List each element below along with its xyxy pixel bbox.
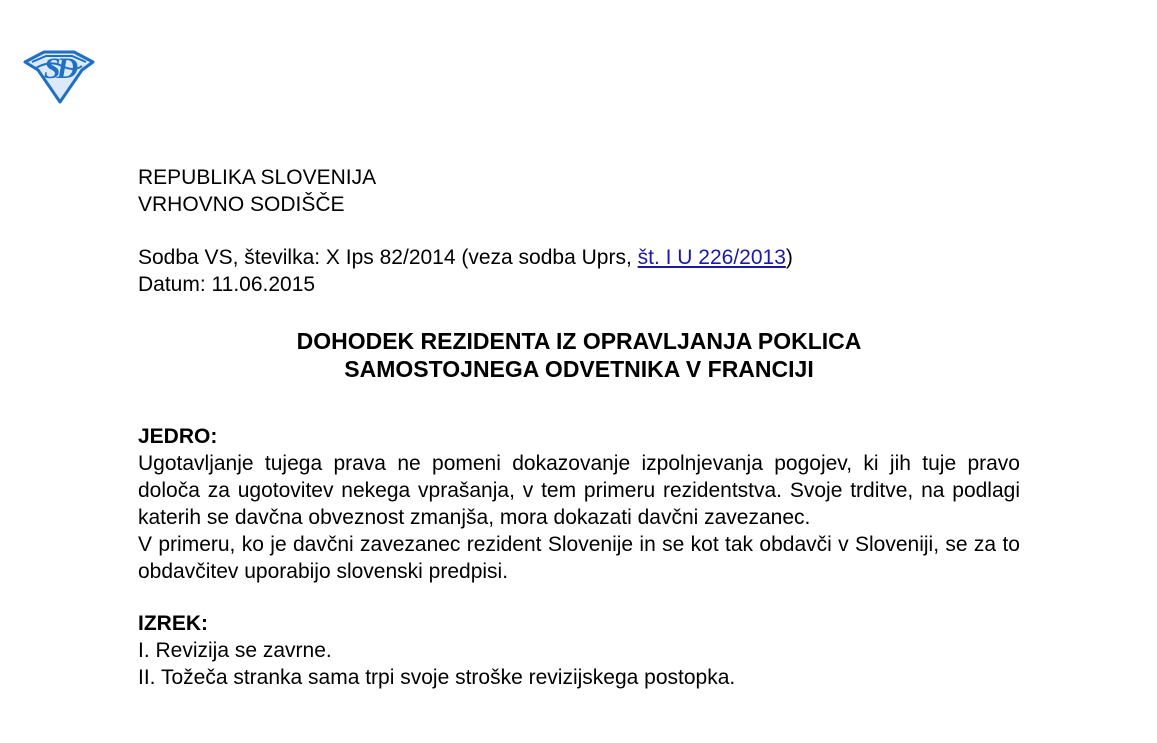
court-logo [22,48,96,104]
jedro-heading: JEDRO: [138,425,218,448]
izrek-item-1: I. Revizija se zavrne. [138,639,332,662]
izrek-heading: IZREK: [138,612,208,635]
case-reference-close: ) [785,246,793,269]
case-number: Sodba VS, številka: X Ips 82/2014 (veza sodba Uprs, [138,246,638,269]
document-page [138,164,1020,691]
case-date: Datum: 11.06.2015 [138,273,316,296]
court-name: VRHOVNO SODIŠČE [138,193,345,216]
jedro-paragraph-2: V primeru, ko je davčni zavezanec rezident Slovenije in se kot tak obdavči v Sloveniji, se za to obdavčitev uporabijo slovenski predpisi. [138,533,1020,583]
title-line-1: DOHODEK REZIDENTA IZ OPRAVLJANJA POKLICA [296,328,862,354]
document-title [138,327,1020,383]
izrek-item-2: II. Tožeča stranka sama trpi svoje stroške revizijskega postopka. [138,666,736,689]
court-shield-icon [22,48,96,104]
title-line-2: SAMOSTOJNEGA ODVETNIKA V FRANCIJI [344,356,814,382]
logo-letters: SD [43,52,75,85]
jedro-paragraph-1: Ugotavljanje tujega prava ne pomeni dokazovanje izpolnjevanja pogojev, ki jih tuje pravo določa za ugotovitev nekega vprašanja, v tem primeru rezidentstva. Svoje trditve, na podlagi katerih se davčna obveznost zmanjša, mora dokazati davčni zavezanec. [138,452,1020,529]
country-name: REPUBLIKA SLOVENIJA [138,166,377,189]
case-reference [138,244,1020,271]
related-case-link[interactable]: št. I U 226/2013 [637,246,786,269]
